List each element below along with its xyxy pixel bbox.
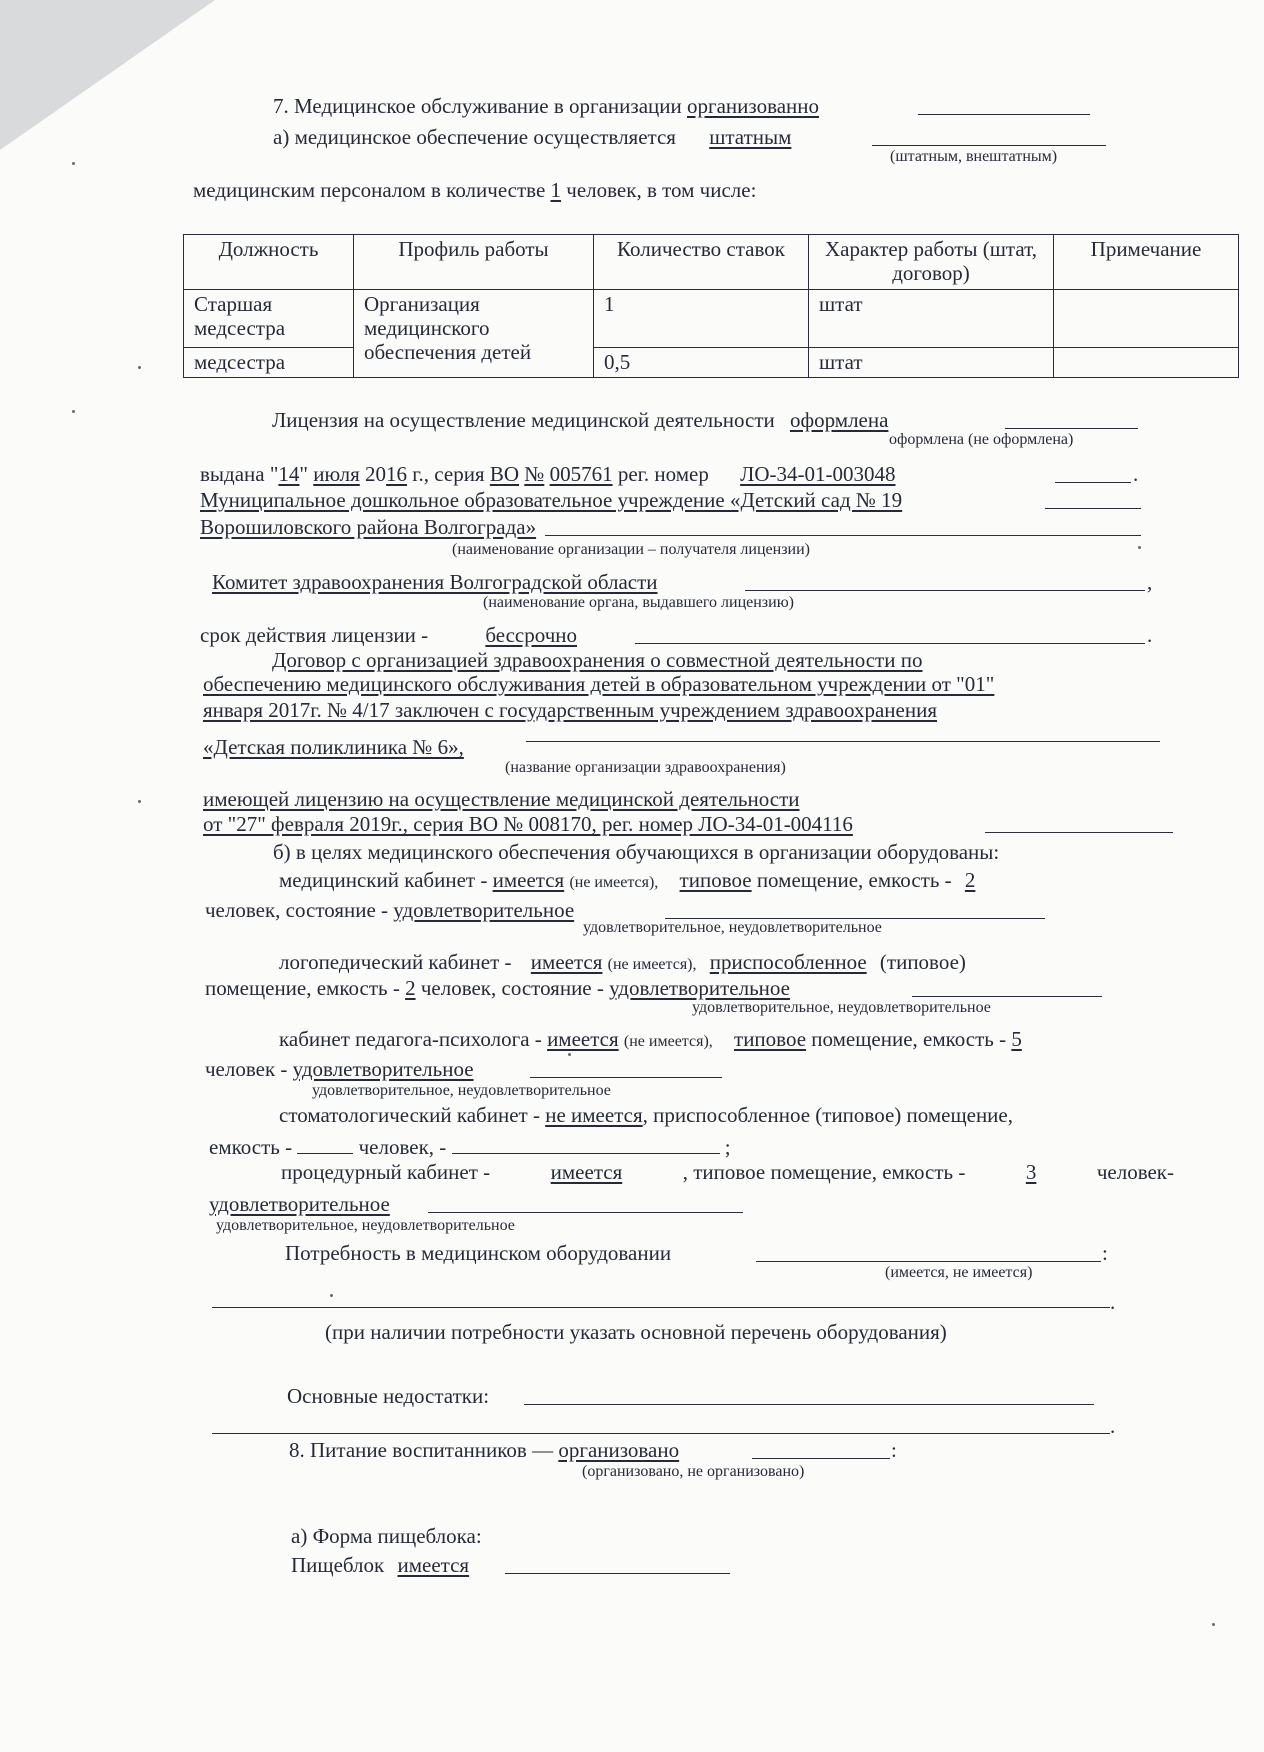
- blank-line: [212, 1307, 1110, 1308]
- s8-hint: (организовано, не организовано): [582, 1463, 805, 1480]
- blank-line: [872, 145, 1106, 146]
- dent-cabinet-line2: емкость - человек, - ;: [209, 1135, 731, 1159]
- blank-line: [756, 1261, 1101, 1262]
- contract-line4: «Детская поликлиника № 6»,: [203, 735, 464, 759]
- cell-rate: 0,5: [594, 348, 809, 378]
- rooms-intro: б) в целях медицинского обеспечения обучающихся в организации оборудованы:: [273, 840, 1000, 864]
- license-issued-line: выдана "14" июля 2016 г., серия ВО № 005761 рег. номер ЛО-34-01-003048: [200, 462, 896, 486]
- med-state-hint: удовлетворительное, неудовлетворительное: [583, 919, 882, 936]
- license-org-line1: Муниципальное дошкольное образовательное учреждение «Детский сад № 19: [200, 488, 903, 512]
- contract-line3: января 2017г. № 4/17 заключен с государственным учреждением здравоохранения: [203, 698, 938, 722]
- logo-cabinet-line2: помещение, емкость - 2 человек, состояние - удовлетворительное: [205, 976, 790, 1000]
- blank-line: [524, 1404, 1094, 1405]
- blank-line: [428, 1212, 743, 1213]
- table-header: Количество ставок: [594, 235, 809, 290]
- s7-title-value: организованно: [686, 94, 820, 118]
- psy-cabinet-state: человек - удовлетворительное: [205, 1057, 474, 1081]
- scan-speck: [568, 1053, 571, 1056]
- s8-form-label: а) Форма пищеблока:: [291, 1524, 482, 1548]
- blank-line: [912, 996, 1102, 997]
- scan-speck: [1138, 546, 1141, 549]
- blank-line: [526, 741, 1160, 742]
- dent-cabinet-line: стоматологический кабинет - не имеется, приспособленное (типовое) помещение,: [279, 1103, 1013, 1127]
- cell-rate: 1: [594, 290, 809, 348]
- equipment-line: Потребность в медицинском оборудовании: [285, 1241, 672, 1265]
- logo-cabinet-line: логопедический кабинет - имеется (не имеется), приспособленное (типовое): [279, 950, 966, 974]
- license-org-hint: (наименование организации – получателя лицензии): [452, 541, 810, 558]
- blank-line: [505, 1573, 730, 1574]
- scan-speck: [138, 366, 141, 369]
- s8-block-line: Пищеблок имеется: [291, 1553, 470, 1577]
- psy-cabinet-line: кабинет педагога-психолога - имеется (не имеется), типовое помещение, емкость - 5: [279, 1027, 1022, 1051]
- med-cabinet-line: медицинский кабинет - имеется (не имеется), типовое помещение, емкость - 2: [279, 868, 976, 892]
- logo-state-hint: удовлетворительное, неудовлетворительное: [692, 999, 991, 1016]
- scan-speck: [72, 410, 75, 413]
- flaws-label: Основные недостатки:: [287, 1384, 490, 1408]
- proc-cabinet-state: удовлетворительное: [209, 1192, 390, 1216]
- cell-note: [1054, 348, 1239, 378]
- contract-line2: обеспечению медицинского обслуживания детей в образовательном учреждении от "01": [203, 672, 995, 696]
- scan-speck: [330, 1294, 333, 1297]
- license-issuer-line: [202, 570, 658, 594]
- table-row: [184, 348, 1239, 378]
- license-issuer-hint: (наименование органа, выдавшего лицензию): [483, 594, 794, 611]
- license-term-line: срок действия лицензии - бессрочно: [200, 623, 578, 647]
- s7-title: 7. Медицинское обслуживание в организации организованно: [273, 94, 820, 118]
- s7-a-line: а) медицинское обеспечение осуществляется штатным: [273, 125, 792, 149]
- s7-a-hint: (штатным, внештатным): [890, 148, 1058, 165]
- contract-hint: (название организации здравоохранения): [505, 759, 786, 776]
- psy-state-hint: удовлетворительное, неудовлетворительное: [312, 1082, 611, 1099]
- table-header: Профиль работы: [354, 235, 594, 290]
- contract-lic-line2: от "27" февраля 2019г., серия ВО № 008170, рег. номер ЛО-34-01-004116: [203, 812, 853, 836]
- blank-line: [1055, 482, 1131, 483]
- table-header: Характер работы (штат, договор): [809, 235, 1054, 290]
- cell-profile: Организация медицинского обеспечения детей: [354, 290, 594, 378]
- table-header: Примечание: [1054, 235, 1239, 290]
- equipment-hint: (имеется, не имеется): [885, 1264, 1033, 1281]
- cell-position: медсестра: [184, 348, 354, 378]
- blank-line: [985, 832, 1173, 833]
- blank-line: [1005, 428, 1138, 429]
- folded-corner: [0, 0, 215, 150]
- s7-a-value: штатным: [709, 125, 792, 149]
- proc-cabinet-line: процедурный кабинет - имеется , типовое помещение, емкость - 3 человек-: [281, 1160, 1174, 1184]
- license-line: Лицензия на осуществление медицинской деятельности оформлена: [272, 408, 889, 432]
- license-value: оформлена: [789, 408, 889, 432]
- staff-table: [183, 234, 1239, 378]
- equipment-note: (при наличии потребности указать основной перечень оборудования): [325, 1320, 947, 1344]
- blank-line: [918, 114, 1090, 115]
- s8-line: 8. Питание воспитанников — организовано: [289, 1438, 680, 1462]
- table-header: Должность: [184, 235, 354, 290]
- blank-line: [1045, 508, 1141, 509]
- license-org-line2: Ворошиловского района Волгограда»: [200, 515, 537, 539]
- cell-note: [1054, 290, 1239, 348]
- blank-line: [545, 535, 1141, 536]
- cell-position: Старшая медсестра: [184, 290, 354, 348]
- license-hint: оформлена (не оформлена): [889, 431, 1074, 448]
- scan-speck: [138, 800, 141, 803]
- contract-line1: Договор с организацией здравоохранения о совместной деятельности по: [272, 648, 923, 672]
- blank-line: [530, 1077, 722, 1078]
- contract-lic-line1: имеющей лицензию на осуществление медицинской деятельности: [203, 787, 800, 811]
- blank-line: [212, 1433, 1110, 1434]
- cell-kind: штат: [809, 290, 1054, 348]
- scan-speck: [72, 162, 75, 165]
- scan-speck: [1212, 1623, 1215, 1626]
- s7-staff-line: медицинским персоналом в количестве 1 человек, в том числе:: [193, 178, 757, 202]
- blank-line: [635, 643, 1145, 644]
- license-issuer: Комитет здравоохранения Волгоградской области: [212, 570, 658, 594]
- table-row: [184, 290, 1239, 348]
- blank-line: [745, 590, 1145, 591]
- cell-kind: штат: [809, 348, 1054, 378]
- blank-line: [752, 1458, 890, 1459]
- med-cabinet-state: человек, состояние - удовлетворительное: [205, 898, 575, 922]
- proc-state-hint: удовлетворительное, неудовлетворительное: [216, 1217, 515, 1234]
